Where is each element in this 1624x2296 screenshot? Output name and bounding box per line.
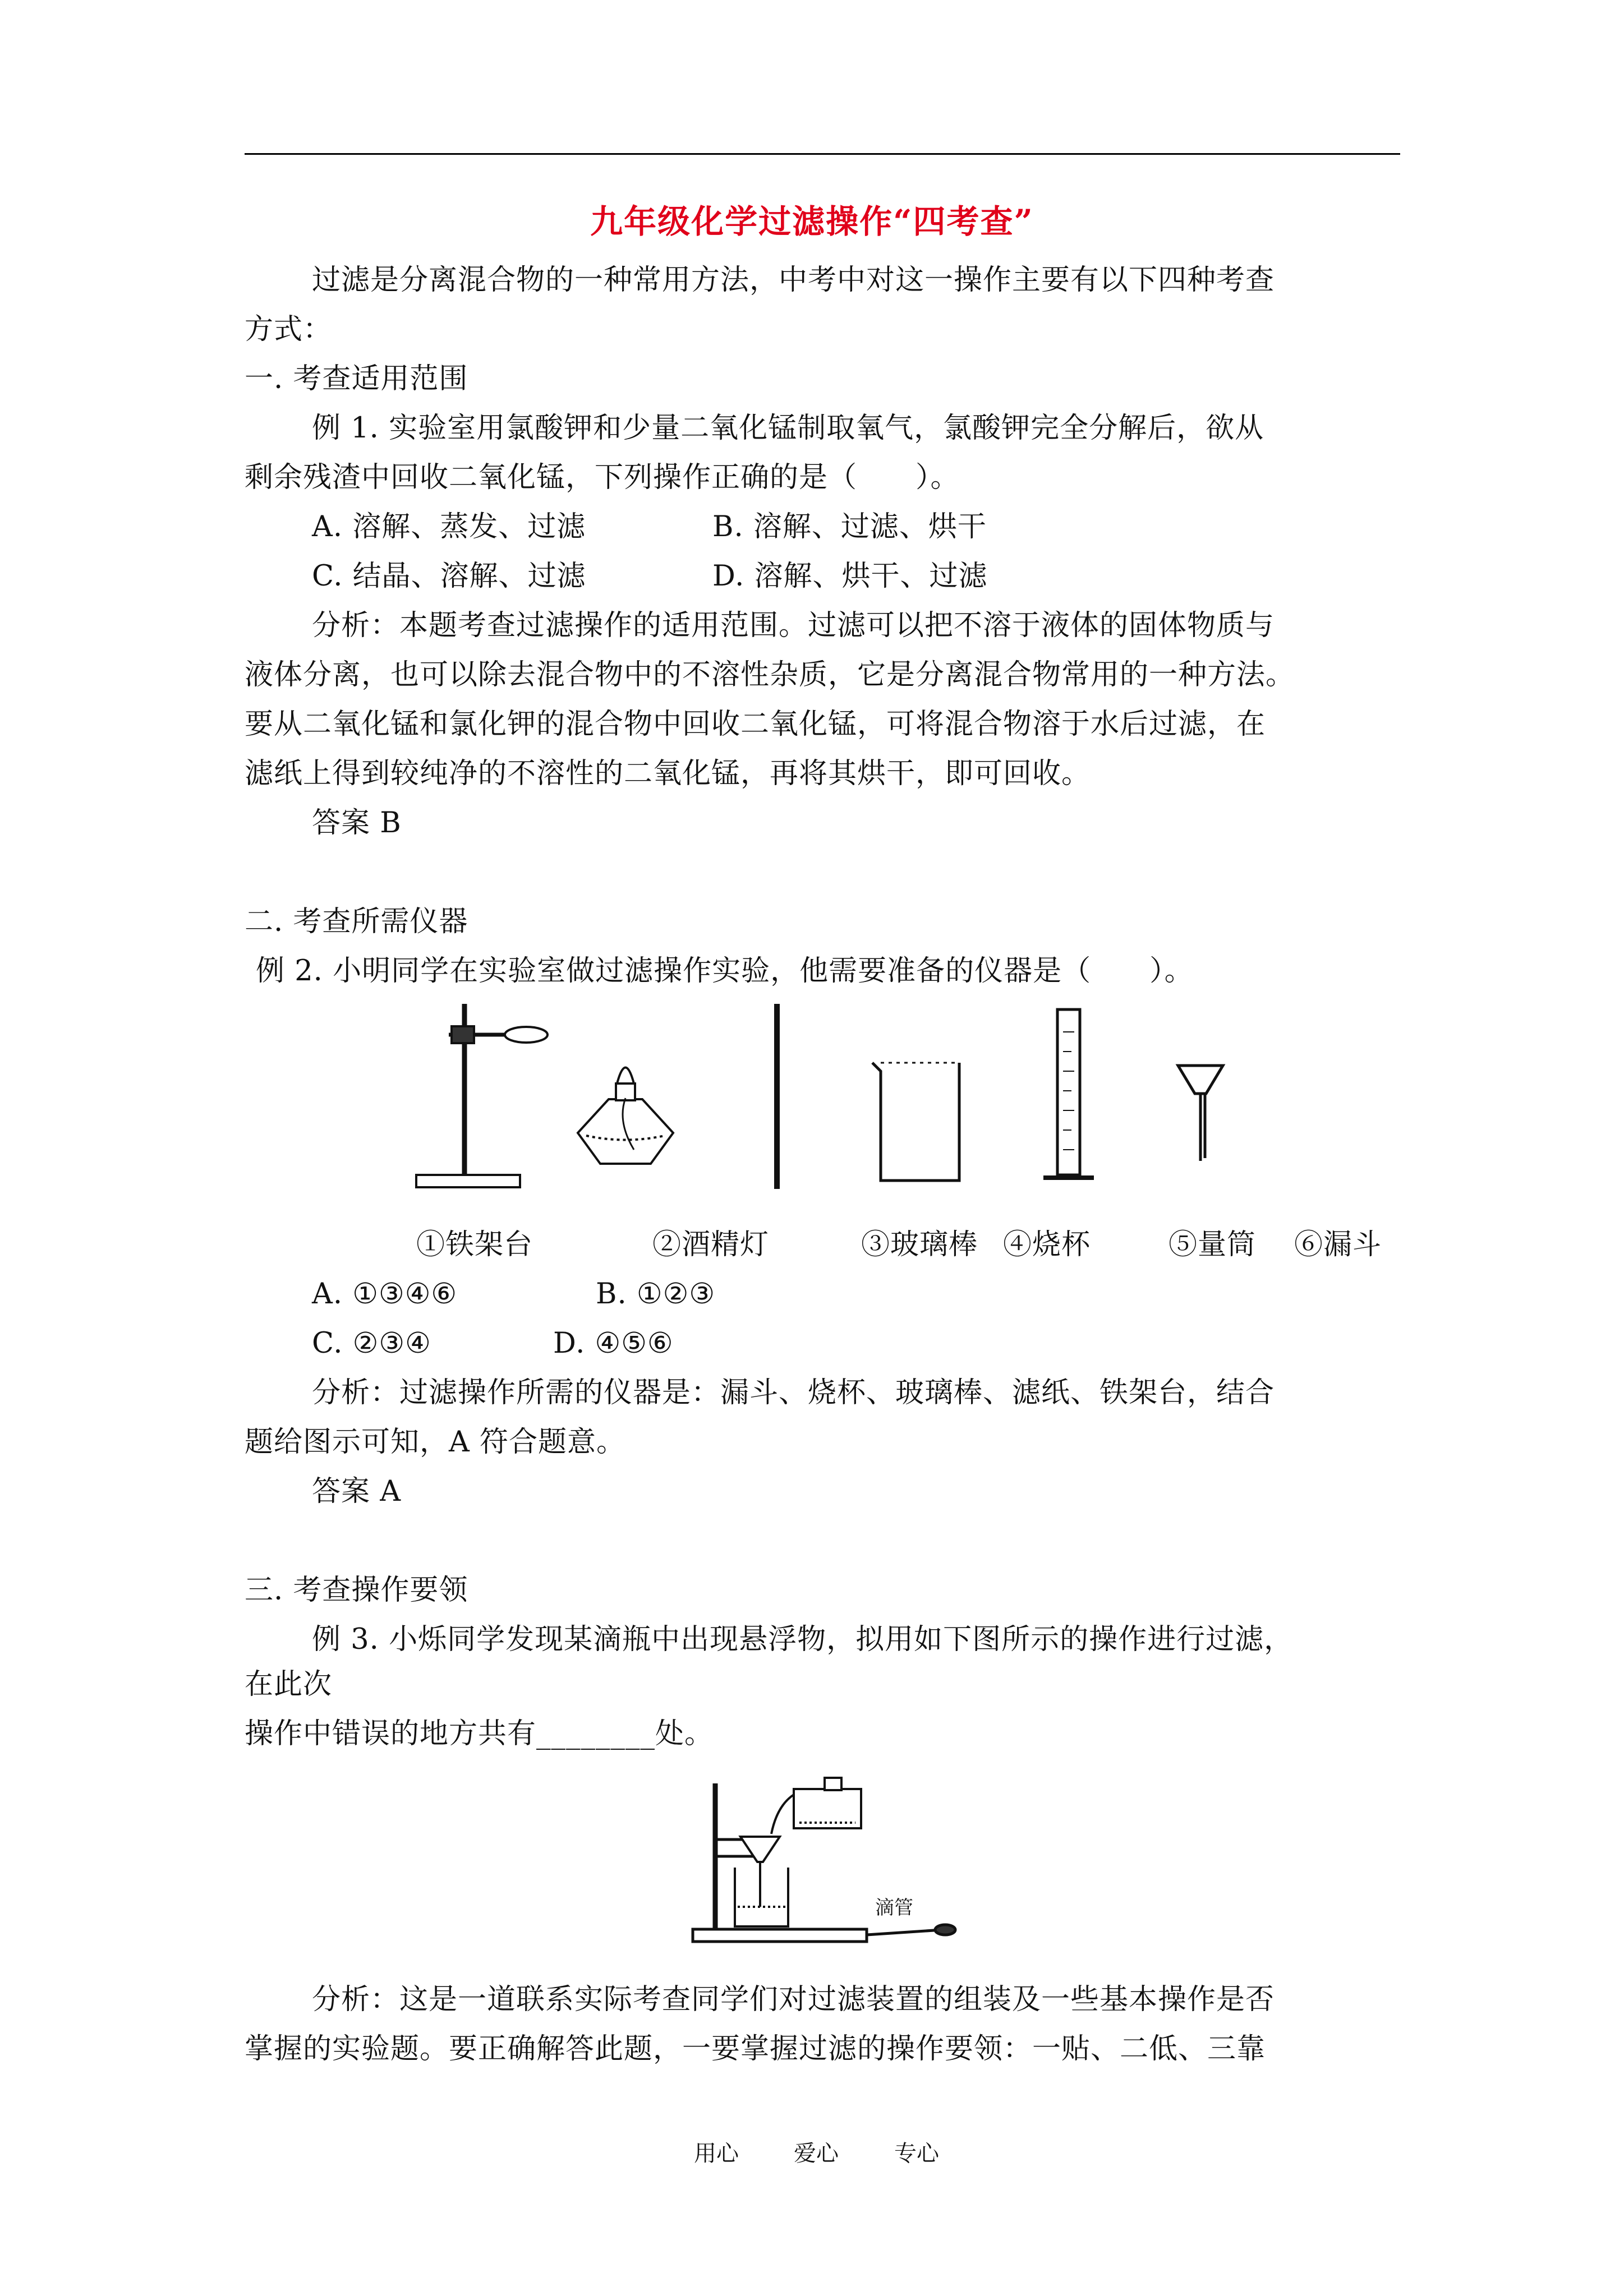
filtration-funnel-illustration xyxy=(740,1837,780,1907)
section1-heading: 一. 考查适用范围 xyxy=(245,362,468,395)
section3-question-line-3: 操作中错误的地方共有________处。 xyxy=(245,1717,714,1750)
pouring-bottle-illustration xyxy=(771,1778,861,1834)
apparatus-label-6: ⑥漏斗 xyxy=(1294,1228,1382,1261)
section1-option-a: A. 溶解、蒸发、过滤 xyxy=(312,510,586,543)
dropper-label: 滴管 xyxy=(875,1897,913,1919)
section1-option-b: B. 溶解、过滤、烘干 xyxy=(712,510,987,543)
apparatus-label-3: ③玻璃棒 xyxy=(861,1228,978,1261)
funnel-illustration xyxy=(1178,1066,1223,1161)
section2-question: 例 2. 小明同学在实验室做过滤操作实验，他需要准备的仪器是（ ）。 xyxy=(256,955,1194,988)
apparatus-label-2: ②酒精灯 xyxy=(652,1228,770,1261)
intro-line-2: 方式： xyxy=(245,313,333,346)
beaker-illustration xyxy=(872,1063,959,1181)
section3-analysis-line-1: 分析：这是一道联系实际考查同学们对过滤装置的组装及一些基本操作是否 xyxy=(312,1983,1275,2016)
apparatus-label-1: ①铁架台 xyxy=(416,1228,533,1261)
section1-option-c: C. 结晶、溶解、过滤 xyxy=(312,560,586,593)
section3-question-line-2: 在此次 xyxy=(245,1668,333,1701)
section2-option-a: A. ①③④⑥ xyxy=(312,1278,458,1311)
footer-text-1: 用心 xyxy=(694,2141,739,2166)
section3-heading: 三. 考查操作要领 xyxy=(245,1574,468,1607)
footer-text-2: 爱心 xyxy=(794,2141,839,2166)
section2-option-d: D. ④⑤⑥ xyxy=(553,1327,674,1360)
section1-option-d: D. 溶解、烘干、过滤 xyxy=(712,560,988,593)
section2-option-c: C. ②③④ xyxy=(312,1327,431,1360)
section1-question-line-2: 剩余残渣中回收二氧化锰，下列操作正确的是（ ）。 xyxy=(245,461,960,494)
section3-question-line-1: 例 3. 小烁同学发现某滴瓶中出现悬浮物，拟用如下图所示的操作进行过滤， xyxy=(312,1623,1294,1656)
footer-text-3: 专心 xyxy=(894,2141,939,2166)
section3-analysis-line-2: 掌握的实验题。要正确解答此题，一要掌握过滤的操作要领：一贴、二低、三靠 xyxy=(245,2032,1266,2066)
apparatus-figure xyxy=(393,993,1268,1206)
filtration-beaker-illustration xyxy=(735,1868,788,1926)
apparatus-label-4: ④烧杯 xyxy=(1003,1228,1091,1261)
filtration-setup-figure xyxy=(682,1772,973,1957)
section2-heading: 二. 考查所需仪器 xyxy=(245,905,468,938)
section1-question-line-1: 例 1. 实验室用氯酸钾和少量二氧化锰制取氧气，氯酸钾完全分解后，欲从 xyxy=(312,412,1264,445)
section2-answer: 答案 A xyxy=(312,1475,402,1508)
section2-analysis-line-1: 分析：过滤操作所需的仪器是：漏斗、烧杯、玻璃棒、滤纸、铁架台，结合 xyxy=(312,1376,1275,1409)
section1-analysis-line-1: 分析：本题考查过滤操作的适用范围。过滤可以把不溶于液体的固体物质与 xyxy=(312,609,1275,642)
alcohol-lamp-illustration xyxy=(578,1068,673,1164)
header-rule xyxy=(245,153,1400,155)
iron-stand-illustration xyxy=(416,1004,548,1187)
graduated-cylinder-illustration xyxy=(1043,1009,1094,1178)
page-title: 九年级化学过滤操作“四考查” xyxy=(590,202,1034,241)
apparatus-label-5: ⑤量筒 xyxy=(1168,1228,1257,1261)
intro-line-1: 过滤是分离混合物的一种常用方法，中考中对这一操作主要有以下四种考查 xyxy=(312,264,1275,297)
section1-analysis-line-3: 要从二氧化锰和氯化钾的混合物中回收二氧化锰，可将混合物溶于水后过滤，在 xyxy=(245,708,1266,741)
section1-answer: 答案 B xyxy=(312,806,402,840)
section1-analysis-line-2: 液体分离，也可以除去混合物中的不溶性杂质，它是分离混合物常用的一种方法。 xyxy=(245,658,1295,691)
section2-analysis-line-2: 题给图示可知，A 符合题意。 xyxy=(245,1426,626,1459)
dropper-illustration xyxy=(867,1925,955,1935)
section2-option-b: B. ①②③ xyxy=(596,1278,716,1311)
section1-analysis-line-4: 滤纸上得到较纯净的不溶性的二氧化锰，再将其烘干，即可回收。 xyxy=(245,757,1091,790)
